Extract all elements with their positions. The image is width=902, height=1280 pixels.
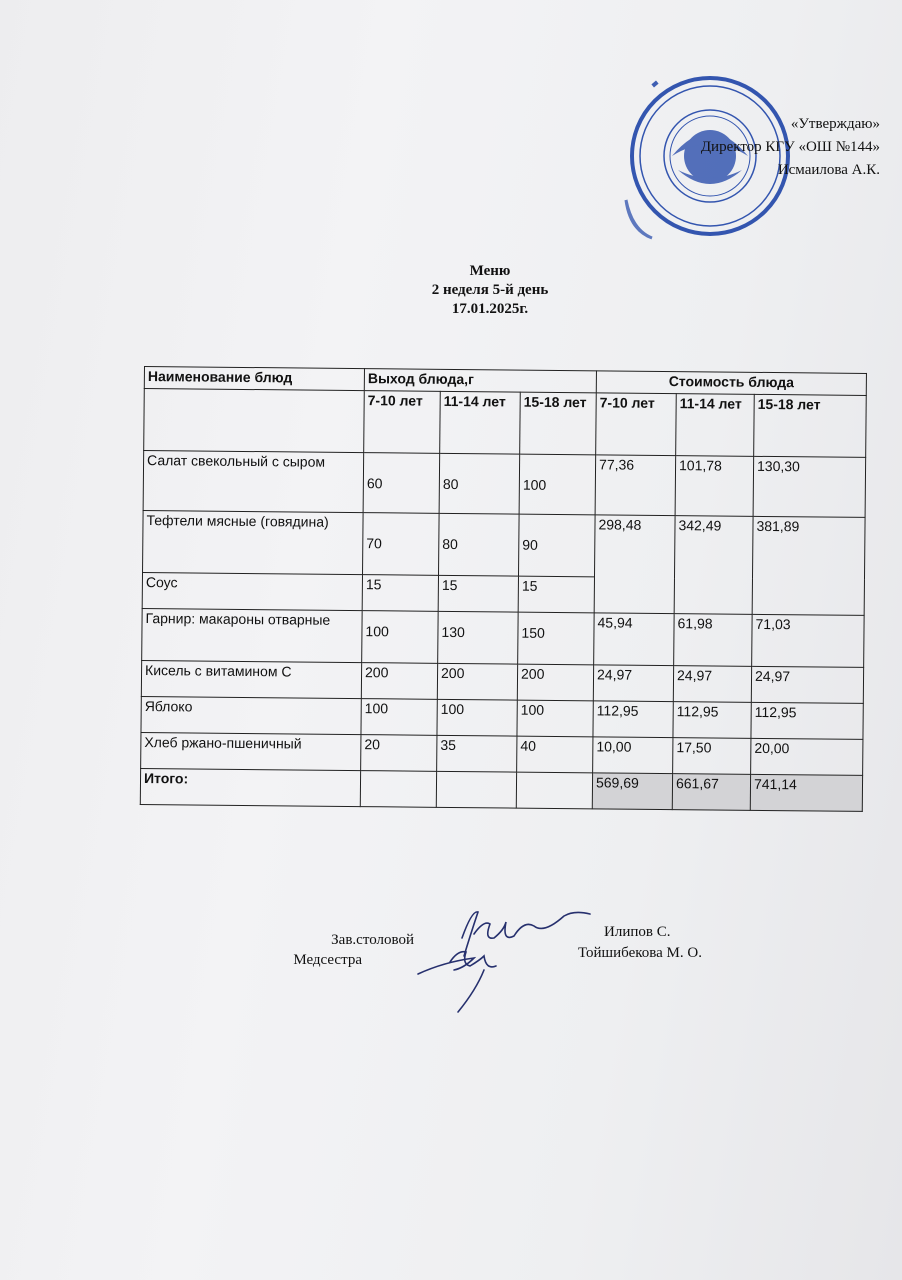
header-cost-age-3: 15-18 лет (754, 394, 867, 457)
header-yield-age-3: 15-18 лет (520, 392, 597, 455)
approval-line-1: «Утверждаю» (790, 116, 880, 132)
cost-3: 381,89 (752, 516, 865, 615)
yield-3: 100 (519, 454, 596, 515)
cost-2: 112,95 (673, 702, 751, 739)
cost-2: 24,97 (673, 666, 751, 703)
yield-2: 100 (437, 699, 517, 736)
document-title (340, 262, 640, 319)
signature-roles (274, 930, 414, 970)
dish-name: Яблоко (141, 696, 361, 734)
role-nurse: Медсестра (293, 952, 362, 968)
yield-2: 15 (438, 575, 518, 612)
cost-3: 71,03 (752, 614, 864, 667)
total-label: Итого: (140, 768, 360, 806)
total-empty (436, 771, 516, 808)
cost-2: 342,49 (674, 516, 753, 615)
yield-3: 15 (518, 576, 594, 613)
table-row (142, 608, 864, 667)
cost-3: 24,97 (751, 666, 863, 703)
title-week-day: 2 неделя 5-й день (431, 282, 549, 298)
name-canteen-head: Илипов С. (604, 924, 671, 940)
title-date: 17.01.2025г. (451, 301, 529, 317)
header-dish-name: Наименование блюд (144, 367, 364, 391)
role-canteen-head: Зав.столовой (331, 932, 414, 948)
cost-2: 101,78 (675, 456, 754, 517)
yield-1: 200 (361, 663, 437, 700)
yield-1: 100 (361, 699, 437, 736)
total-row (140, 768, 862, 811)
cost-2: 61,98 (674, 614, 752, 667)
header-cost-age-1: 7-10 лет (596, 393, 677, 456)
yield-3: 200 (517, 664, 593, 701)
cost-1: 10,00 (593, 737, 673, 774)
signature-names (578, 922, 778, 964)
yield-1: 60 (363, 453, 440, 514)
header-yield-age-2: 11-14 лет (440, 391, 521, 454)
yield-1: 20 (361, 735, 437, 772)
yield-2: 130 (438, 611, 518, 664)
yield-3: 40 (517, 736, 593, 773)
header-cost: Стоимость блюда (596, 371, 866, 396)
menu-table (140, 366, 867, 812)
dish-name: Салат свекольный с сыром (143, 451, 364, 513)
total-empty (360, 771, 436, 808)
cost-1: 298,48 (594, 515, 675, 614)
cost-3: 20,00 (751, 738, 863, 775)
header-yield-age-1: 7-10 лет (364, 391, 441, 454)
approval-line-2: Директор КГУ «ОШ №144» (700, 139, 880, 155)
yield-2: 80 (439, 513, 520, 576)
cost-3: 112,95 (751, 702, 863, 739)
yield-1: 15 (362, 575, 438, 612)
yield-1: 100 (362, 611, 438, 664)
header-yield: Выход блюда,г (364, 369, 596, 393)
header-cost-age-2: 11-14 лет (676, 394, 755, 457)
approval-line-3: Исмаилова А.К. (777, 162, 880, 178)
cost-3: 130,30 (753, 456, 866, 517)
table-row (143, 510, 866, 579)
cost-1: 77,36 (595, 455, 676, 516)
cost-1: 45,94 (594, 613, 674, 666)
dish-name: Соус (142, 572, 362, 610)
dish-name: Кисель с витамином С (141, 660, 361, 698)
yield-3: 100 (517, 700, 593, 737)
table-row (143, 451, 866, 518)
yield-2: 35 (437, 735, 517, 772)
yield-1: 70 (363, 513, 440, 576)
total-empty (516, 772, 592, 809)
total-cost-3: 741,14 (750, 774, 862, 811)
total-cost-2: 661,67 (672, 774, 750, 811)
cost-2: 17,50 (673, 738, 751, 775)
yield-2: 80 (439, 453, 520, 514)
yield-3: 150 (518, 612, 594, 665)
name-nurse: Тойшибекова М. О. (578, 945, 702, 961)
handwritten-signature (414, 890, 594, 1020)
dish-name: Гарнир: макароны отварные (142, 608, 362, 662)
yield-3: 90 (519, 514, 596, 577)
approval-block (640, 113, 902, 182)
menu-table-wrapper (140, 366, 867, 812)
cost-1: 24,97 (593, 665, 673, 702)
cost-1: 112,95 (593, 701, 673, 738)
title-menu: Меню (469, 263, 511, 279)
header-empty (144, 389, 365, 453)
total-cost-1: 569,69 (592, 773, 672, 810)
yield-2: 200 (437, 663, 517, 700)
dish-name: Тефтели мясные (говядина) (143, 510, 364, 574)
dish-name: Хлеб ржано-пшеничный (141, 732, 361, 770)
